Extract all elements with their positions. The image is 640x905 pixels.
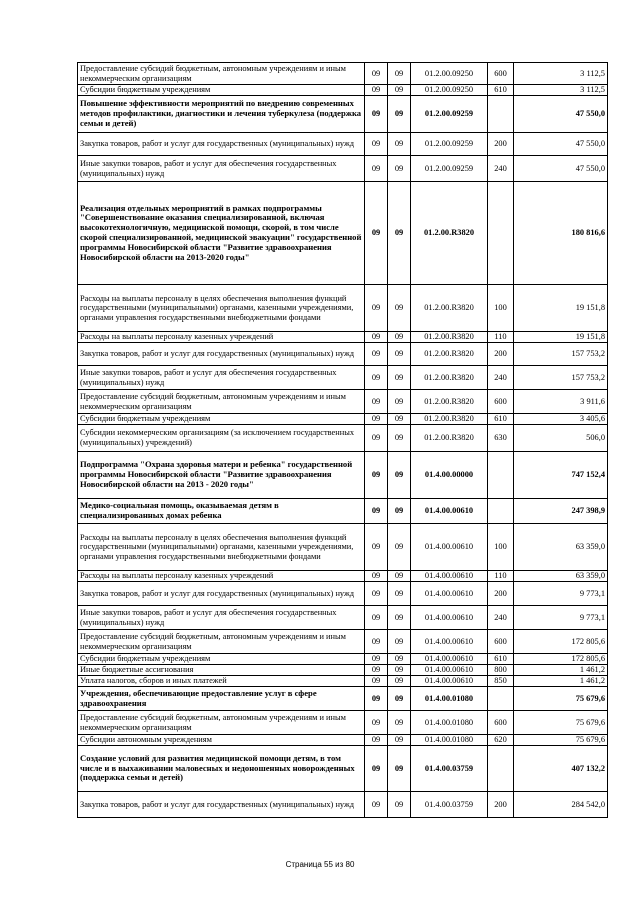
page-number: Страница 55 из 80	[285, 860, 355, 869]
table-row	[78, 582, 608, 606]
row-name: Учреждения, обеспечивающие предоставление услуг в сфере здравоохранения	[78, 687, 365, 711]
row-name: Расходы на выплаты персоналу в целях обеспечения выполнения функций государственными (муниципальными) органами, казенными учреждениями, органами управления государственными внебюджетными фондами	[78, 524, 365, 571]
table-row	[78, 665, 608, 676]
row-expense-type: 600	[488, 63, 514, 85]
row-expense-type: 610	[488, 654, 514, 665]
row-amount: 172 805,6	[514, 630, 608, 654]
row-expense-type: 240	[488, 366, 514, 390]
row-subsection: 09	[388, 792, 411, 818]
row-expense-type: 240	[488, 606, 514, 630]
row-amount: 47 550,0	[514, 96, 608, 133]
table-row	[78, 571, 608, 582]
row-target-code: 01.2.00.09259	[411, 96, 488, 133]
row-section: 09	[365, 343, 388, 366]
row-section: 09	[365, 499, 388, 524]
row-subsection: 09	[388, 182, 411, 285]
row-section: 09	[365, 630, 388, 654]
row-subsection: 09	[388, 452, 411, 499]
row-subsection: 09	[388, 735, 411, 746]
row-expense-type	[488, 182, 514, 285]
row-target-code: 01.4.00.00610	[411, 665, 488, 676]
row-amount: 3 112,5	[514, 63, 608, 85]
row-amount: 407 132,2	[514, 746, 608, 792]
row-target-code: 01.4.00.00610	[411, 676, 488, 687]
row-expense-type: 610	[488, 414, 514, 425]
row-subsection: 09	[388, 414, 411, 425]
row-amount: 47 550,0	[514, 133, 608, 156]
table-row	[78, 630, 608, 654]
table-row	[78, 96, 608, 133]
row-amount: 747 152,4	[514, 452, 608, 499]
table-row	[78, 343, 608, 366]
row-subsection: 09	[388, 676, 411, 687]
row-target-code: 01.4.00.01080	[411, 711, 488, 735]
row-name: Субсидии автономным учреждениям	[78, 735, 365, 746]
table-row	[78, 524, 608, 571]
row-expense-type: 110	[488, 332, 514, 343]
row-amount: 47 550,0	[514, 156, 608, 182]
row-amount: 3 112,5	[514, 85, 608, 96]
row-section: 09	[365, 582, 388, 606]
row-amount: 9 773,1	[514, 582, 608, 606]
row-section: 09	[365, 746, 388, 792]
row-section: 09	[365, 571, 388, 582]
table-row	[78, 687, 608, 711]
row-section: 09	[365, 414, 388, 425]
row-target-code: 01.4.00.00610	[411, 499, 488, 524]
row-section: 09	[365, 792, 388, 818]
row-amount: 3 911,6	[514, 390, 608, 414]
row-expense-type: 200	[488, 343, 514, 366]
row-section: 09	[365, 133, 388, 156]
row-target-code: 01.2.00.09259	[411, 156, 488, 182]
row-subsection: 09	[388, 63, 411, 85]
row-subsection: 09	[388, 332, 411, 343]
row-subsection: 09	[388, 85, 411, 96]
row-target-code: 01.4.00.00610	[411, 630, 488, 654]
row-subsection: 09	[388, 133, 411, 156]
row-amount: 63 359,0	[514, 571, 608, 582]
row-expense-type: 630	[488, 425, 514, 452]
row-name: Расходы на выплаты персоналу в целях обеспечения выполнения функций государственными (муниципальными) органами, казенными учреждениями, органами управления государственными внебюджетными фондами	[78, 285, 365, 332]
row-expense-type: 600	[488, 390, 514, 414]
row-section: 09	[365, 366, 388, 390]
row-subsection: 09	[388, 390, 411, 414]
row-name: Закупка товаров, работ и услуг для государственных (муниципальных) нужд	[78, 133, 365, 156]
row-name: Иные закупки товаров, работ и услуг для обеспечения государственных (муниципальных) нужд	[78, 156, 365, 182]
row-target-code: 01.4.00.00610	[411, 654, 488, 665]
row-section: 09	[365, 687, 388, 711]
row-target-code: 01.4.00.00610	[411, 571, 488, 582]
row-target-code: 01.2.00.R3820	[411, 390, 488, 414]
row-amount: 75 679,6	[514, 687, 608, 711]
row-amount: 247 398,9	[514, 499, 608, 524]
row-amount: 19 151,8	[514, 332, 608, 343]
row-subsection: 09	[388, 499, 411, 524]
row-target-code: 01.2.00.R3820	[411, 332, 488, 343]
row-name: Иные бюджетные ассигнования	[78, 665, 365, 676]
row-subsection: 09	[388, 156, 411, 182]
row-section: 09	[365, 654, 388, 665]
row-amount: 75 679,6	[514, 735, 608, 746]
row-name: Субсидии бюджетным учреждениям	[78, 414, 365, 425]
table-body	[78, 63, 608, 818]
row-subsection: 09	[388, 606, 411, 630]
row-name: Предоставление субсидий бюджетным, автономным учреждениям и иным некоммерческим организациям	[78, 390, 365, 414]
table-row	[78, 133, 608, 156]
row-subsection: 09	[388, 571, 411, 582]
row-target-code: 01.4.00.00000	[411, 452, 488, 499]
row-expense-type: 850	[488, 676, 514, 687]
row-amount: 1 461,2	[514, 665, 608, 676]
row-name: Субсидии бюджетным учреждениям	[78, 85, 365, 96]
row-expense-type: 600	[488, 711, 514, 735]
row-target-code: 01.2.00.09250	[411, 85, 488, 96]
row-name: Предоставление субсидий бюджетным, автономным учреждениям и иным некоммерческим организациям	[78, 63, 365, 85]
row-amount: 506,0	[514, 425, 608, 452]
row-name: Субсидии некоммерческим организациям (за исключением государственных (муниципальных) учреждений)	[78, 425, 365, 452]
table-row	[78, 63, 608, 85]
table-row	[78, 156, 608, 182]
row-expense-type	[488, 452, 514, 499]
row-amount: 63 359,0	[514, 524, 608, 571]
table-row	[78, 285, 608, 332]
row-name: Предоставление субсидий бюджетным, автономным учреждениям и иным некоммерческим организациям	[78, 711, 365, 735]
row-amount: 9 773,1	[514, 606, 608, 630]
row-target-code: 01.2.00.R3820	[411, 182, 488, 285]
row-target-code: 01.4.00.03759	[411, 792, 488, 818]
row-section: 09	[365, 425, 388, 452]
row-name: Иные закупки товаров, работ и услуг для обеспечения государственных (муниципальных) нужд	[78, 606, 365, 630]
row-section: 09	[365, 735, 388, 746]
row-target-code: 01.2.00.R3820	[411, 425, 488, 452]
row-target-code: 01.4.00.00610	[411, 582, 488, 606]
row-amount: 75 679,6	[514, 711, 608, 735]
row-name: Расходы на выплаты персоналу казенных учреждений	[78, 332, 365, 343]
row-subsection: 09	[388, 343, 411, 366]
row-name: Закупка товаров, работ и услуг для государственных (муниципальных) нужд	[78, 792, 365, 818]
row-subsection: 09	[388, 687, 411, 711]
table-row	[78, 746, 608, 792]
row-name: Иные закупки товаров, работ и услуг для обеспечения государственных (муниципальных) нужд	[78, 366, 365, 390]
row-amount: 3 405,6	[514, 414, 608, 425]
table-row	[78, 676, 608, 687]
row-expense-type: 100	[488, 524, 514, 571]
row-amount: 157 753,2	[514, 343, 608, 366]
table-row	[78, 425, 608, 452]
row-expense-type	[488, 96, 514, 133]
row-name: Создание условий для развития медицинской помощи детям, в том числе и в выхаживании маловесных и недоношенных новорожденных (поддержка семьи и детей)	[78, 746, 365, 792]
table-row	[78, 735, 608, 746]
row-name: Подпрограмма "Охрана здоровья матери и ребенка" государственной программы Новосибирской области "Развитие здравоохранения Новосибирской области на 2013 - 2020 годы"	[78, 452, 365, 499]
row-expense-type: 100	[488, 285, 514, 332]
row-section: 09	[365, 285, 388, 332]
row-name: Реализация отдельных мероприятий в рамках подпрограммы "Совершенствование оказания специализированной, включая высокотехнологичную, медицинской помощи, скорой, в том числе скорой специализированной, медицинской эвакуации" государственной программы Новосибирской области "Развитие здравоохранения Новосибирской области на 2013-2020 годы"	[78, 182, 365, 285]
row-name: Медико-социальная помощь, оказываемая детям в специализированных домах ребенка	[78, 499, 365, 524]
row-section: 09	[365, 332, 388, 343]
table-row	[78, 792, 608, 818]
row-name: Повышение эффективности мероприятий по внедрению современных методов профилактики, диагностики и лечения туберкулеза (поддержка семьи и детей)	[78, 96, 365, 133]
table-row	[78, 332, 608, 343]
row-target-code: 01.4.00.03759	[411, 746, 488, 792]
row-section: 09	[365, 63, 388, 85]
row-subsection: 09	[388, 711, 411, 735]
table-row	[78, 85, 608, 96]
row-subsection: 09	[388, 630, 411, 654]
row-amount: 284 542,0	[514, 792, 608, 818]
row-target-code: 01.2.00.R3820	[411, 366, 488, 390]
row-expense-type: 110	[488, 571, 514, 582]
row-expense-type	[488, 746, 514, 792]
row-target-code: 01.4.00.00610	[411, 524, 488, 571]
row-subsection: 09	[388, 285, 411, 332]
row-section: 09	[365, 182, 388, 285]
row-section: 09	[365, 676, 388, 687]
table-row	[78, 452, 608, 499]
row-expense-type: 600	[488, 630, 514, 654]
row-section: 09	[365, 156, 388, 182]
row-expense-type	[488, 687, 514, 711]
row-subsection: 09	[388, 366, 411, 390]
row-target-code: 01.2.00.09250	[411, 63, 488, 85]
row-name: Закупка товаров, работ и услуг для государственных (муниципальных) нужд	[78, 343, 365, 366]
table-row	[78, 414, 608, 425]
row-expense-type: 200	[488, 582, 514, 606]
row-name: Закупка товаров, работ и услуг для государственных (муниципальных) нужд	[78, 582, 365, 606]
table-row	[78, 366, 608, 390]
table-row	[78, 711, 608, 735]
row-expense-type	[488, 499, 514, 524]
row-expense-type: 800	[488, 665, 514, 676]
row-subsection: 09	[388, 425, 411, 452]
row-name: Уплата налогов, сборов и иных платежей	[78, 676, 365, 687]
row-target-code: 01.2.00.R3820	[411, 343, 488, 366]
row-name: Расходы на выплаты персоналу казенных учреждений	[78, 571, 365, 582]
row-amount: 180 816,6	[514, 182, 608, 285]
row-target-code: 01.4.00.00610	[411, 606, 488, 630]
row-expense-type: 620	[488, 735, 514, 746]
row-expense-type: 200	[488, 133, 514, 156]
row-expense-type: 610	[488, 85, 514, 96]
table-row	[78, 606, 608, 630]
row-expense-type: 240	[488, 156, 514, 182]
row-subsection: 09	[388, 96, 411, 133]
row-subsection: 09	[388, 746, 411, 792]
table-row	[78, 654, 608, 665]
row-target-code: 01.4.00.01080	[411, 687, 488, 711]
row-section: 09	[365, 606, 388, 630]
budget-table	[77, 62, 608, 818]
row-target-code: 01.2.00.R3820	[411, 285, 488, 332]
row-section: 09	[365, 390, 388, 414]
row-subsection: 09	[388, 582, 411, 606]
row-section: 09	[365, 711, 388, 735]
row-subsection: 09	[388, 665, 411, 676]
row-subsection: 09	[388, 524, 411, 571]
row-expense-type: 200	[488, 792, 514, 818]
row-section: 09	[365, 665, 388, 676]
row-amount: 1 461,2	[514, 676, 608, 687]
row-name: Субсидии бюджетным учреждениям	[78, 654, 365, 665]
row-amount: 19 151,8	[514, 285, 608, 332]
row-target-code: 01.4.00.01080	[411, 735, 488, 746]
row-subsection: 09	[388, 654, 411, 665]
table-row	[78, 182, 608, 285]
row-name: Предоставление субсидий бюджетным, автономным учреждениям и иным некоммерческим организациям	[78, 630, 365, 654]
row-section: 09	[365, 85, 388, 96]
row-target-code: 01.2.00.R3820	[411, 414, 488, 425]
row-section: 09	[365, 524, 388, 571]
table-row	[78, 390, 608, 414]
row-target-code: 01.2.00.09259	[411, 133, 488, 156]
row-section: 09	[365, 96, 388, 133]
row-section: 09	[365, 452, 388, 499]
row-amount: 172 805,6	[514, 654, 608, 665]
row-amount: 157 753,2	[514, 366, 608, 390]
table-row	[78, 499, 608, 524]
